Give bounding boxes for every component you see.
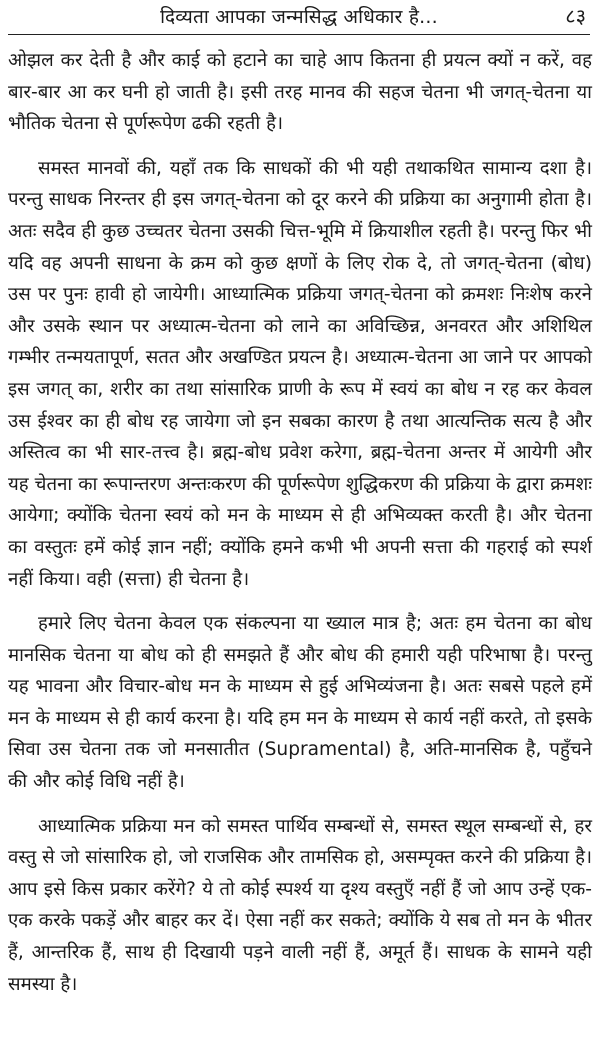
running-title: दिव्यता आपका जन्मसिद्ध अधिकार है... [160,6,438,28]
paragraph: हमारे लिए चेतना केवल एक संकल्पना या ख्याल मात्र है; अतः हम चेतना का बोध मानसिक चेतना या बोध को ही समझते हैं और बोध की हमारी यही परिभाषा है। परन्तु यह भावना और विचार-बोध मन के माध्यम से हुई अभिव्यंजना है। अतः सबसे पहले हमें मन के माध्यम से ही कार्य करना है। यदि हम मन के माध्यम से कार्य नहीं करते, तो इसके सिवा उस चेतना तक जो मनसातीत (Supramental) है, अति-मानसिक है, पहुँचने की और कोई विधि नहीं है। [8,613,592,793]
paragraph: समस्त मानवों की, यहाँ तक कि साधकों की भी यही तथाकथित सामान्य दशा है। परन्तु साधक निरन्तर ही इस जगत्-चेतना को दूर करने की प्रक्रिया का अनुगामी होता है। अतः सदैव ही कुछ उच्चतर चेतना उसकी चित्त-भूमि में क्रियाशील रहती है। परन्तु फिर भी यदि वह अपनी साधना के क्रम को कुछ क्षणों के लिए रोक दे, तो जगत्-चेतना (बोध) उस पर पुनः हावी हो जायेगी। आध्यात्मिक प्रक्रिया जगत्-चेतना को क्रमशः निःशेष करने और उसके स्थान पर अध्यात्म-चेतना को लाने का अविच्छिन्न, अनवरत और अशिथिल गम्भीर तन्मयतापूर्ण, सतत और अखण्डित प्रयत्न है। अध्यात्म-चेतना आ जाने पर आपको इस जगत् का, शरीर का तथा सांसारिक प्राणी के रूप में स्वयं का बोध न रह कर केवल उस ईश्वर का ही बोध रह जायेगा जो इन सबका कारण है तथा आत्यन्तिक सत्य है और अस्तित्व का भी सार-तत्त्व है। ब्रह्म-बोध प्रवेश करेगा, ब्रह्म-चेतना अन्तर में आयेगी और यह चेतना का रूपान्तरण अन्तःकरण की पूर्णरूपेण शुद्धिकरण की प्रक्रिया के द्वारा क्रमशः आयेगा; क्योंकि चेतना स्वयं को मन के माध्यम से ही अभिव्यक्त करती है। और चेतना का वस्तुतः हमें कोई ज्ञान नहीं; क्योंकि हमने कभी भी अपनी सत्ता की गहराई को स्पर्श नहीं किया। वही (सत्ता) ही चेतना है। [8,157,592,590]
paragraph: आध्यात्मिक प्रक्रिया मन को समस्त पार्थिव सम्बन्धों से, समस्त स्थूल सम्बन्धों से, हर वस्तु से जो सांसारिक हो, जो राजसिक और तामसिक हो, असम्पृक्त करने की प्रक्रिया है। आप इसे किस प्रकार करेंगे? ये तो कोई स्पर्श्य या दृश्य वस्तुएँ नहीं हैं जो आप उन्हें एक-एक करके पकड़ें और बाहर कर दें। ऐसा नहीं कर सकते; क्योंकि ये सब तो मन के भीतर हैं, आन्तरिक हैं, साथ ही दिखायी पड़ने वाली नहीं हैं, अमूर्त हैं। साधक के सामने यही समस्या है। [8,815,592,995]
page-header [8,0,590,35]
body-text [8,45,592,1000]
page-number: ८३ [565,4,586,28]
paragraph-continued: ओझल कर देती है और काई को हटाने का चाहे आप कितना ही प्रयत्न क्यों न करें, वह बार-बार आ कर घनी हो जाती है। इसी तरह मानव की सहज चेतना भी जगत्-चेतना या भौतिक चेतना से पूर्णरूपेण ढकी रहती है। [8,50,592,135]
